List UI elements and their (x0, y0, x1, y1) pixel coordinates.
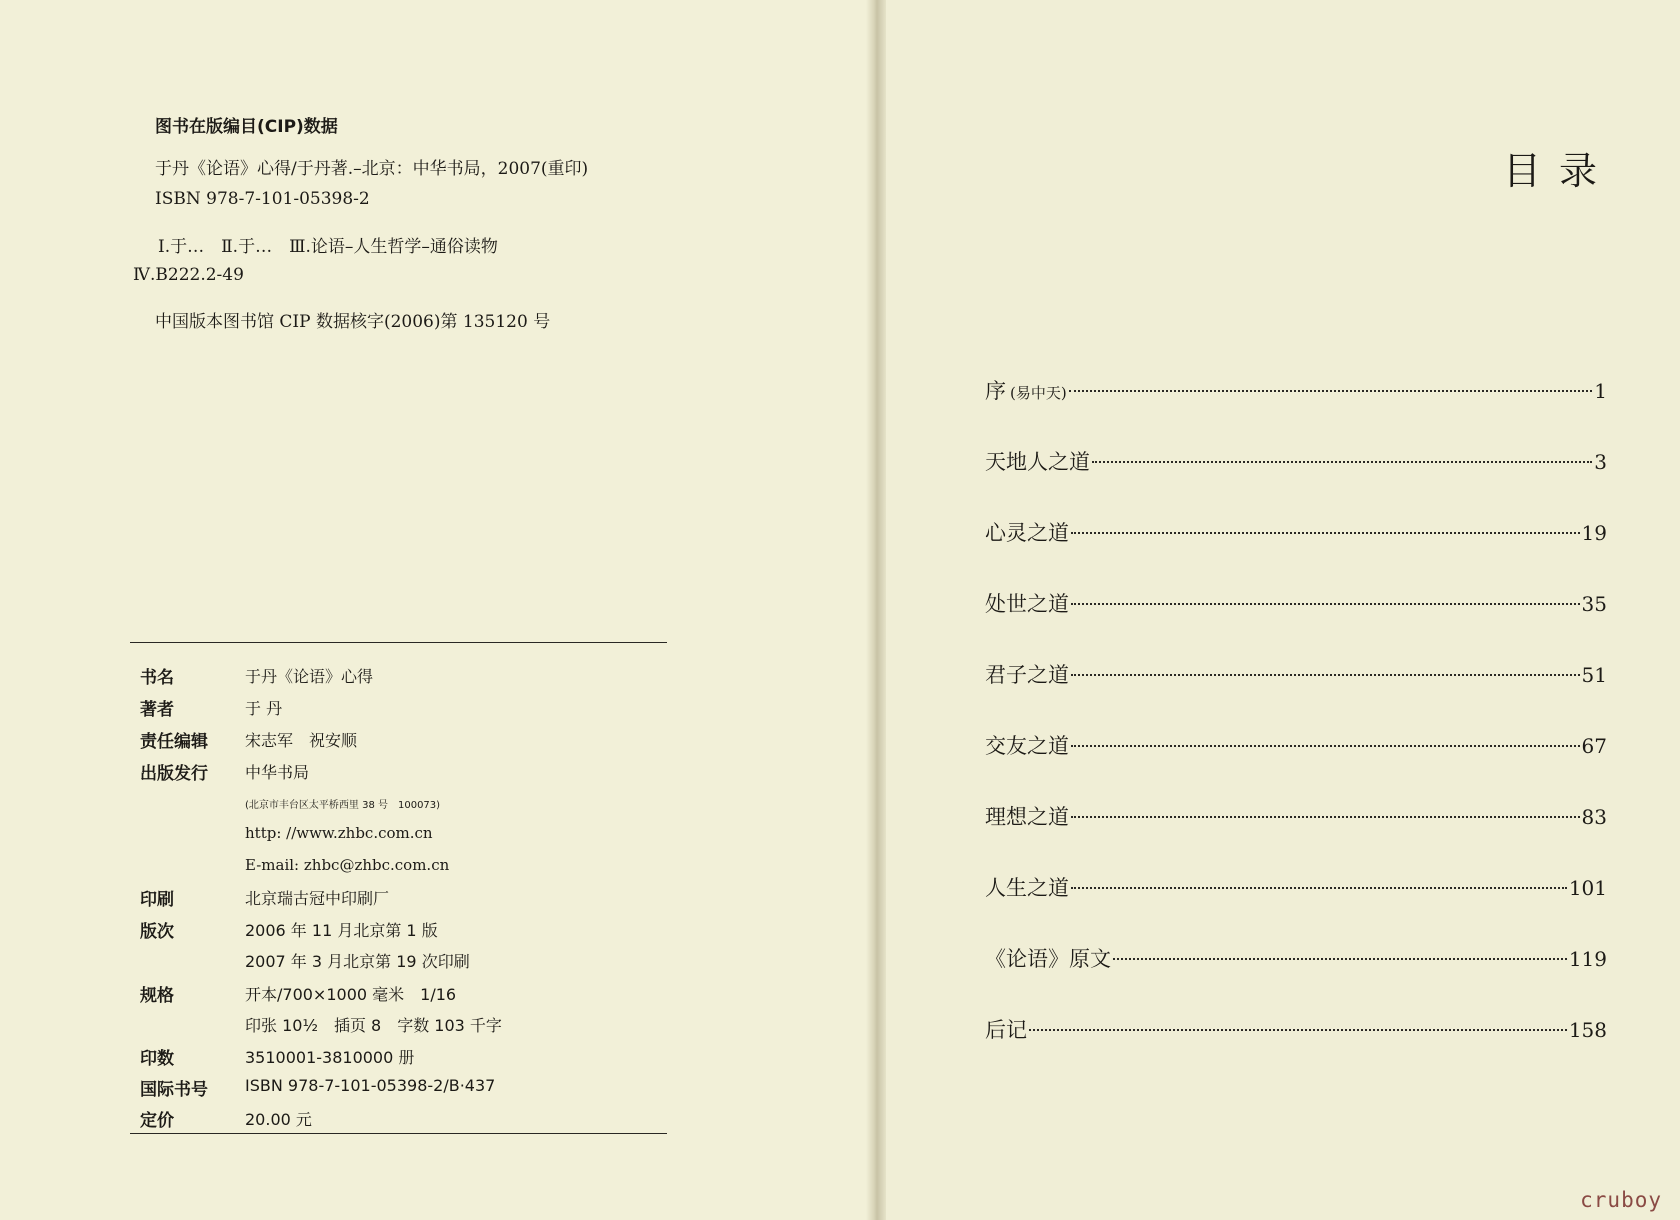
toc-page-number: 19 (1581, 521, 1607, 545)
value-title: 于丹《论语》心得 (245, 667, 374, 686)
toc-page-number: 67 (1581, 734, 1607, 758)
toc-page-number: 51 (1581, 663, 1607, 687)
toc-leader-dots (1071, 887, 1567, 889)
toc-leader-dots (1071, 745, 1580, 747)
label-author-text: 著者 (140, 700, 174, 720)
scanner-watermark: cruboy (1580, 1188, 1662, 1212)
toc-entry (985, 375, 1607, 405)
value-spec-2: 印张 10½ 插页 8 字数 103 千字 (245, 1016, 502, 1035)
publisher-website: http: //www.zhbc.com.cn (245, 824, 433, 842)
toc-entry-title: 人生之道 (985, 876, 1069, 900)
toc-leader-dots (1071, 532, 1580, 534)
value-price: 20.00 元 (245, 1110, 312, 1129)
label-price (140, 1106, 230, 1131)
toc-entry-title: 交友之道 (985, 734, 1069, 758)
toc-entry-title: 后记 (985, 1018, 1027, 1042)
toc-entry-note: (易中天) (1010, 384, 1067, 402)
toc-entry-title: 心灵之道 (985, 521, 1069, 545)
cip-line-record-number: 中国版本图书馆 CIP 数据核字(2006)第 135120 号 (155, 312, 551, 332)
toc-entry-title: 《论语》原文 (985, 947, 1111, 971)
toc-page-number: 1 (1594, 379, 1607, 403)
value-printer: 北京瑞古冠中印刷厂 (245, 889, 390, 908)
value-isbn: ISBN 978-7-101-05398-2/B·437 (245, 1076, 496, 1095)
toc-page-number: 35 (1581, 592, 1607, 616)
value-edition-2: 2007 年 3 月北京第 19 次印刷 (245, 952, 470, 971)
cip-line-title: 于丹《论语》心得/于丹著.–北京：中华书局，2007(重印) (155, 159, 589, 179)
toc-entry (985, 517, 1607, 547)
value-print-count: 3510001-3810000 册 (245, 1048, 415, 1067)
toc-leader-dots (1029, 1029, 1567, 1031)
toc-entry (985, 659, 1607, 689)
toc-entry (985, 446, 1607, 476)
label-author (140, 695, 230, 720)
cip-heading: 图书在版编目(CIP)数据 (155, 117, 338, 137)
toc-leader-dots (1069, 390, 1593, 392)
label-title (140, 663, 230, 688)
toc-leader-dots (1092, 461, 1592, 463)
toc-entry-title: 君子之道 (985, 663, 1069, 687)
value-author: 于 丹 (245, 699, 283, 718)
toc-entry (985, 943, 1607, 973)
label-edition (140, 917, 230, 942)
label-publisher-text: 出版发行 (140, 764, 208, 784)
label-spec-text: 规格 (140, 986, 174, 1006)
toc-page-number: 119 (1568, 947, 1607, 971)
label-print-count-text: 印数 (140, 1049, 174, 1069)
label-editor-text: 责任编辑 (140, 732, 208, 752)
label-print-count (140, 1044, 230, 1069)
toc-page-number: 101 (1568, 876, 1607, 900)
toc-leader-dots (1113, 958, 1567, 960)
value-edition-1: 2006 年 11 月北京第 1 版 (245, 921, 438, 940)
book-gutter (866, 0, 886, 1220)
toc-page-number: 158 (1568, 1018, 1607, 1042)
contents-title: 目录 (1503, 149, 1616, 193)
toc-leader-dots (1071, 816, 1580, 818)
value-publisher: 中华书局 (245, 763, 310, 782)
cip-line-classification: Ⅳ.B222.2-49 (133, 265, 244, 285)
toc-page-number: 3 (1594, 450, 1607, 474)
label-editor (140, 727, 230, 752)
bottom-rule (130, 1133, 667, 1134)
toc-entry (985, 588, 1607, 618)
value-spec-1: 开本/700×1000 毫米 1/16 (245, 985, 457, 1004)
toc-entry (985, 1014, 1607, 1044)
value-editor: 宋志军 祝安顺 (245, 731, 358, 750)
cip-line-isbn: ISBN 978-7-101-05398-2 (155, 189, 370, 209)
toc-leader-dots (1071, 603, 1580, 605)
label-edition-text: 版次 (140, 922, 174, 942)
toc-entry-title: 天地人之道 (985, 450, 1090, 474)
label-spec (140, 981, 230, 1006)
publisher-address: (北京市丰台区太平桥西里 38 号 100073) (245, 800, 441, 811)
toc-entry (985, 801, 1607, 831)
toc-entry-title: 处世之道 (985, 592, 1069, 616)
label-isbn-text: 国际书号 (140, 1080, 208, 1100)
toc-leader-dots (1071, 674, 1580, 676)
publisher-email: E-mail: zhbc@zhbc.com.cn (245, 856, 450, 874)
toc-entry (985, 730, 1607, 760)
label-price-text: 定价 (140, 1111, 174, 1131)
toc-entry (985, 872, 1607, 902)
label-printer-text: 印刷 (140, 890, 174, 910)
toc-page-number: 83 (1581, 805, 1607, 829)
label-title-text: 书名 (140, 668, 174, 688)
toc-entry-title: 理想之道 (985, 805, 1069, 829)
label-printer (140, 885, 230, 910)
cip-line-subjects: Ⅰ.于… Ⅱ.于… Ⅲ.论语–人生哲学–通俗读物 (158, 237, 498, 257)
top-rule (130, 642, 667, 643)
label-isbn (140, 1075, 230, 1100)
label-publisher (140, 759, 230, 784)
toc-entry-title: 序 (985, 379, 1006, 403)
